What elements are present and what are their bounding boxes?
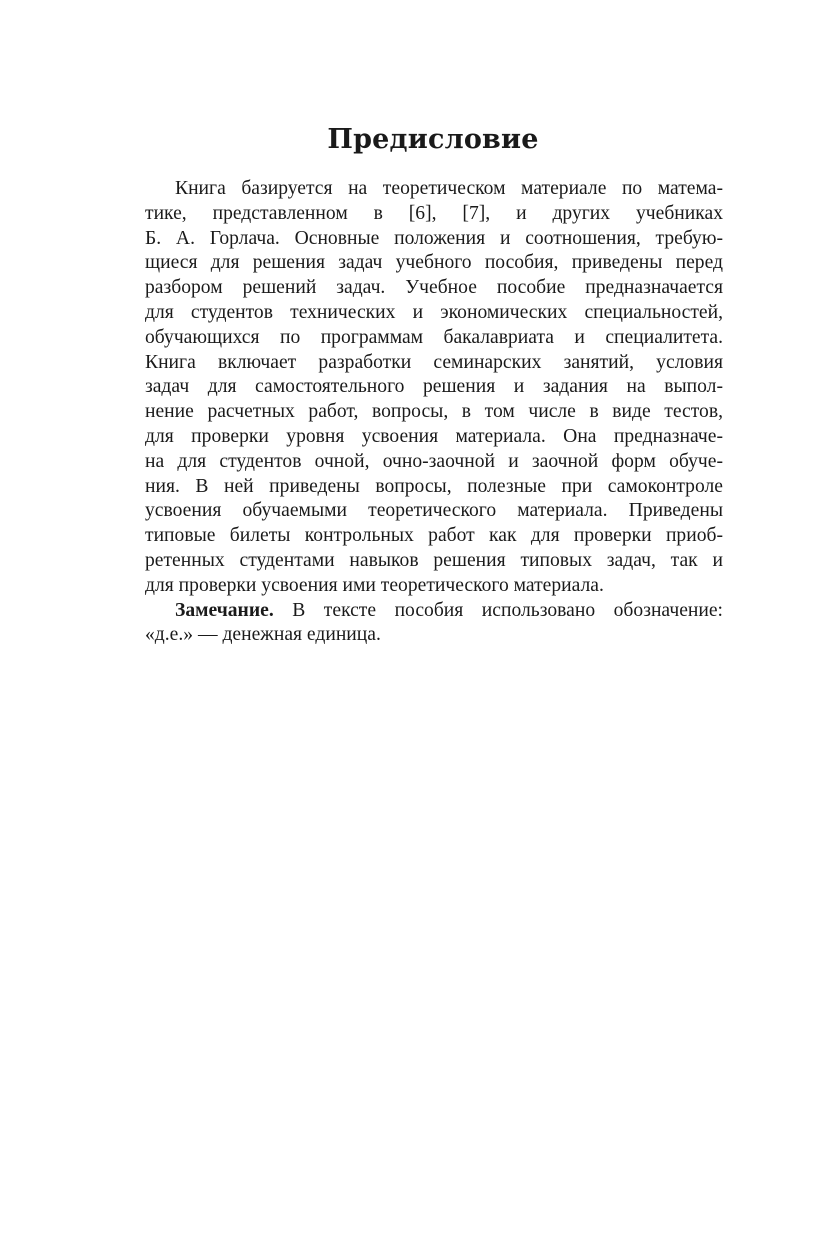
- paragraph-main: [145, 177, 723, 599]
- text-line: ния. В ней приведены вопросы, полезные при самоконтроле: [145, 475, 723, 497]
- text-line: Б. А. Горлача. Основные положения и соотношения, требую-: [145, 227, 723, 249]
- text-line: щиеся для решения задач учебного пособия, приведены перед: [145, 252, 723, 274]
- text-line: тике, представленном в [6], [7], и других учебниках: [145, 202, 723, 224]
- text-line: Книга базируется на теоретическом материале по матема-: [175, 178, 723, 199]
- remark-text: В тексте пособия использовано обозначение:: [273, 599, 723, 621]
- page-title: Предисловие: [327, 124, 539, 155]
- remark-paragraph: [145, 599, 723, 649]
- text-line: типовые билеты контрольных работ как для проверки приоб-: [145, 525, 723, 547]
- text-line: Книга включает разработки семинарских занятий, условия: [145, 351, 723, 373]
- remark-line: [145, 599, 723, 624]
- preface-body: [145, 177, 723, 648]
- text-line: задач для самостоятельного решения и задания на выпол-: [145, 376, 723, 398]
- text-line: усвоения обучаемыми теоретического материала. Приведены: [145, 500, 723, 522]
- text-line: разбором решений задач. Учебное пособие предназначается: [145, 277, 723, 299]
- text-line: нение расчетных работ, вопросы, в том числе в виде тестов,: [145, 401, 723, 423]
- text-line: обучающихся по программам бакалавриата и специалитета.: [145, 326, 723, 348]
- text-line: ретенных студентами навыков решения типовых задач, так и: [145, 549, 723, 571]
- remark-line-2: «д.е.» — денежная единица.: [145, 624, 381, 646]
- text-line: для проверки уровня усвоения материала. Она предназначе-: [145, 425, 723, 447]
- remark-label: Замечание.: [175, 599, 274, 621]
- text-line: для проверки усвоения ими теоретического материала.: [145, 574, 604, 596]
- text-line: для студентов технических и экономических специальностей,: [145, 301, 723, 323]
- text-line: на для студентов очной, очно-заочной и заочной форм обуче-: [145, 450, 723, 472]
